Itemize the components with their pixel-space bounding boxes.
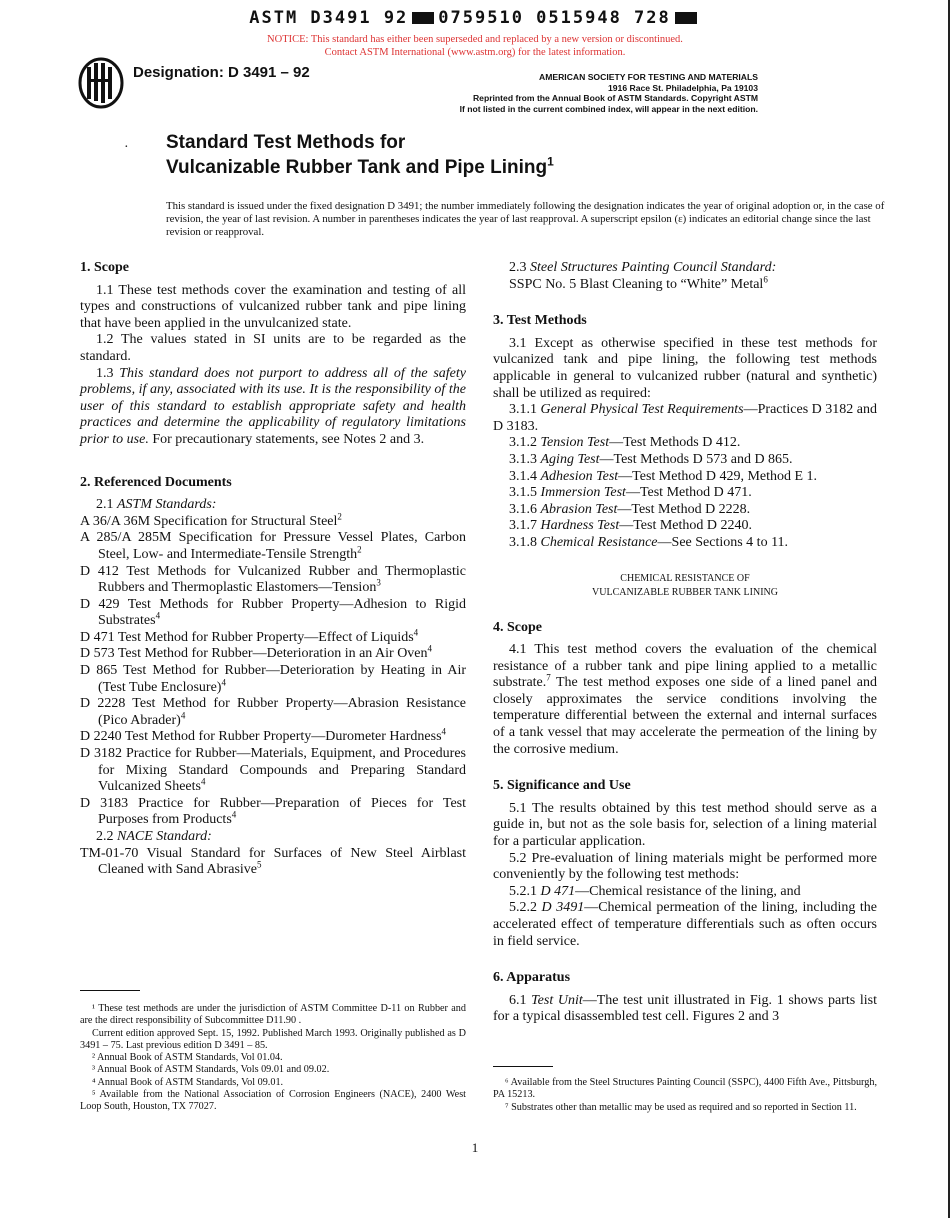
reference-item [80, 627, 466, 647]
method-detail: —Test Method D 429, Method E 1. [618, 468, 818, 484]
title-line-2 [166, 155, 554, 180]
para-num: 2.1 [96, 497, 117, 513]
para-num: 3.1.1 [509, 402, 541, 418]
reference-item [80, 663, 466, 696]
method-detail: —Test Method D 2228. [617, 501, 751, 517]
method-detail: —Practices D 3182 and D 3183. [493, 402, 877, 434]
section-heading-significance: 5. Significance and Use [493, 778, 631, 794]
method-item [493, 518, 877, 535]
reference-text: D 3182 Practice for Rubber—Materials, Equipment, and Procedures for Mixing Standard Compounds and Preparing Standard Vulcanized Sheets [80, 746, 466, 795]
astm-logo-icon [78, 57, 124, 109]
method-name: Abrasion Test [540, 501, 618, 517]
reference-item [80, 564, 466, 597]
method-name: Immersion Test [540, 485, 626, 501]
barcode-block-2 [675, 12, 697, 24]
barcode-line [0, 8, 950, 28]
para-num: 2.3 [509, 260, 530, 275]
footnote-mark: 3 [376, 577, 381, 588]
footnote-7: ⁷ Substrates other than metallic may be used as required and so reported in Section 11. [505, 1101, 857, 1113]
footnote-mark: 4 [221, 677, 226, 687]
footnote-divider [80, 990, 140, 991]
paragraph-5-2-2 [493, 900, 877, 950]
barcode-text: ASTM D3491 92 [249, 8, 409, 28]
reference-text: D 865 Test Method for Rubber—Deterioration by Heating in Air (Test Tube Enclosure) [80, 663, 466, 695]
para-num: 3.1.3 [509, 451, 541, 467]
para-num: 3.1.7 [509, 518, 541, 534]
footnote-mark: 5 [257, 859, 262, 870]
reference-text: D 412 Test Methods for Vulcanized Rubber and Thermoplastic Rubbers and Thermoplastic Elastomers—Tension [80, 563, 466, 596]
section-heading-referenced-documents: 2. Referenced Documents [80, 474, 232, 490]
method-name: Tension Test [540, 435, 610, 451]
page-number: 1 [471, 1140, 479, 1155]
reference-text: D 2240 Test Method for Rubber Property—Durometer Hardness [80, 729, 442, 745]
paragraph-3-1: 3.1 Except as otherwise specified in these test methods for vulcanized tank and pipe lining, the following test methods applicable in general to vulcanized rubber (natural and synthetic) shall be utilized as required: [493, 335, 877, 401]
society-block [440, 72, 758, 114]
footnote-divider [493, 1066, 553, 1067]
notice-line-1: NOTICE: This standard has either been superseded and replaced by a new version or discontinued. [267, 34, 683, 45]
sub-heading: Steel Structures Painting Council Standard: [530, 260, 777, 275]
method-item [493, 402, 877, 435]
reference-text: D 3183 Practice for Rubber—Preparation of Pieces for Test Purposes from Products [80, 795, 466, 828]
reference-item [80, 530, 466, 563]
method-item [493, 502, 877, 519]
method-detail: —See Sections 4 to 11. [657, 534, 789, 550]
reference-text: A 285/A 285M Specification for Pressure Vessel Plates, Carbon Steel, Low- and Intermediate-Tensile Strength [80, 530, 466, 562]
footnote-mark: 4 [427, 643, 433, 654]
paragraph-1-3 [80, 366, 466, 449]
paragraph-4-1 [493, 642, 877, 758]
paragraph-5-1: 5.1 The results obtained by this test method should serve as a guide in, but not as the sole basis for, selection of a lining material for a particular application. [493, 800, 877, 850]
method-name: D 471 [540, 883, 576, 899]
society-line: AMERICAN SOCIETY FOR TESTING AND MATERIALS [539, 72, 758, 82]
reference-text: D 573 Test Method for Rubber—Deterioration in an Air Oven [80, 646, 428, 662]
footnote-mark: 4 [441, 726, 447, 737]
chemical-resistance-heading [493, 572, 877, 600]
reference-text: D 471 Test Method for Rubber Property—Effect of Liquids [80, 629, 414, 645]
method-item [493, 452, 877, 469]
society-line: Reprinted from the Annual Book of ASTM Standards. Copyright ASTM [472, 93, 758, 103]
footnote-5: ⁵ Available from the National Association of Corrosion Engineers (NACE), 2400 West Loop South, Houston, TX 77027. [80, 1089, 466, 1113]
para-num: 3.1.2 [509, 435, 541, 451]
para-num: 3.1.6 [509, 501, 541, 517]
footnote-mark: 4 [413, 627, 419, 638]
method-detail: —Test Method D 471. [625, 485, 752, 501]
reference-text: A 36/A 36M Specification for Structural Steel [80, 513, 338, 529]
footnote-6: ⁶ Available from the Steel Structures Painting Council (SSPC), 4400 Fifth Ave., Pittsburgh, PA 15213. [493, 1077, 877, 1101]
reference-item [80, 643, 466, 663]
footnote-1: ¹ These test methods are under the jurisdiction of ASTM Committee D-11 on Rubber and are the direct responsibility of Subcommittee D11.90 . [80, 1003, 466, 1027]
safety-caveat: This standard does not purport to address all of the safety problems, if any, associated with its use. It is the responsibility of the user of this standard to establish appropriate safety and health practices and determine the applicability of regulatory limitations prior to use. [80, 365, 466, 447]
paragraph-1-2: 1.2 The values stated in SI units are to be regarded as the standard. [80, 332, 466, 364]
reference-text: D 2228 Test Method for Rubber Property—Abrasion Resistance (Pico Abrader) [80, 696, 466, 728]
method-name: Adhesion Test [540, 468, 619, 484]
para-tail: —The test unit illustrated in Fig. 1 shows parts list for a typical disassembled test cell. Figures 2 and 3 [493, 992, 877, 1025]
reference-item [80, 796, 466, 829]
method-item [493, 469, 877, 486]
para-num: 3.1.8 [509, 534, 541, 550]
method-detail: —Test Methods D 573 and D 865. [599, 451, 793, 467]
method-detail: —Test Methods D 412. [609, 435, 741, 451]
method-name: Aging Test [540, 451, 600, 467]
title-line-1: Standard Test Methods for [166, 132, 406, 153]
sub-heading: ASTM Standards: [117, 497, 217, 513]
footnote-mark: 4 [200, 776, 206, 787]
para-tail: For precautionary statements, see Notes 2 and 3. [148, 431, 425, 447]
method-name: Chemical Resistance [540, 534, 658, 550]
para-num: 5.2.2 [509, 900, 542, 916]
reference-text: D 429 Test Methods for Rubber Property—Adhesion to Rigid Substrates [80, 596, 466, 629]
footnote-mark: 6 [763, 273, 768, 284]
reference-item [80, 846, 466, 879]
bullet-mark: · [124, 140, 129, 155]
section-heading-scope: 1. Scope [80, 260, 129, 275]
designation: Designation: D 3491 – 92 [133, 64, 310, 81]
society-line: 1916 Race St. Philadelphia, Pa 19103 [608, 82, 758, 93]
sub-heading: Test Unit [531, 992, 583, 1008]
method-name: D 3491 [541, 900, 585, 916]
footnote-mark: 4 [180, 710, 186, 721]
footnote-2: ² Annual Book of ASTM Standards, Vol 01.04. [92, 1052, 283, 1064]
method-name: General Physical Test Requirements [540, 402, 744, 418]
issuance-note: This standard is issued under the fixed designation D 3491; the number immediately following the designation indicates the year of original adoption or, in the case of revision, the year of last revision. A number in parentheses indicates the year of last reapproval. A superscript epsilon (ε) indicates an editorial change since the last revision or reapproval. [166, 200, 885, 239]
notice-line-2: Contact ASTM International (www.astm.org) for the latest information. [324, 47, 626, 58]
para-num: 3.1.5 [509, 485, 541, 501]
barcode-text-2: 0759510 0515948 728 [438, 8, 671, 28]
para-num: 3.1.4 [509, 468, 541, 484]
section-heading-apparatus: 6. Apparatus [493, 970, 571, 986]
footnote-mark: 2 [357, 544, 362, 555]
method-name: Hardness Test [540, 518, 620, 534]
paragraph-2-2 [80, 829, 466, 846]
footnote-3: ³ Annual Book of ASTM Standards, Vols 09.01 and 09.02. [92, 1064, 330, 1076]
paragraph-5-2-1 [493, 884, 877, 901]
paragraph-2-3 [493, 260, 877, 277]
footnote-mark: 7 [546, 672, 551, 683]
document-title [166, 130, 554, 180]
right-column [493, 260, 877, 1026]
chem-heading-line-2: VULCANIZABLE RUBBER TANK LINING [592, 586, 778, 598]
reference-text: SSPC No. 5 Blast Cleaning to “White” Metal [509, 276, 764, 292]
section-heading-scope-4: 4. Scope [493, 619, 542, 635]
notice [0, 33, 950, 59]
reference-item [80, 511, 466, 531]
paragraph-6-1 [493, 993, 877, 1026]
footnotes-right [493, 1066, 877, 1114]
reference-item [80, 597, 466, 630]
para-num: 5.2.1 [509, 883, 541, 899]
paragraph-5-2: 5.2 Pre-evaluation of lining materials might be performed more conveniently by the following test methods: [493, 850, 877, 883]
footnote-mark: 2 [337, 511, 342, 522]
method-item [493, 485, 877, 502]
reference-text: TM-01-70 Visual Standard for Surfaces of New Steel Airblast Cleaned with Sand Abrasive [80, 845, 466, 878]
para-text: The test method exposes one side of a lined panel and closely approximates the service conditions involving the temperature differential between the external and internal surfaces of a tank vessel that may accelerate the permeation of the lining by the corrosive medium. [493, 675, 877, 757]
reference-item [80, 746, 466, 796]
para-num: 2.2 [96, 829, 117, 844]
reference-item [80, 726, 466, 746]
sub-heading: NACE Standard: [117, 829, 212, 844]
method-item [493, 435, 877, 452]
method-detail: —Chemical permeation of the lining, including the accelerated effect of temperature differentials such as often occurs in field service. [493, 900, 877, 949]
left-column [80, 260, 466, 879]
reference-item [493, 273, 877, 294]
title-line-2-text: Vulcanizable Rubber Tank and Pipe Lining [166, 157, 548, 178]
title-footnote-mark: 1 [547, 154, 554, 169]
footnote-4: ⁴ Annual Book of ASTM Standards, Vol 09.01. [92, 1076, 284, 1088]
footnote-mark: 4 [155, 610, 161, 621]
reference-item [80, 696, 466, 729]
section-heading-test-methods: 3. Test Methods [493, 313, 587, 329]
method-detail: —Chemical resistance of the lining, and [575, 883, 801, 899]
method-detail: —Test Method D 2240. [619, 518, 752, 534]
society-line: If not listed in the current combined index, will appear in the next edition. [459, 103, 758, 114]
para-num: 1.3 [96, 365, 120, 381]
footnote-1-edition: Current edition approved Sept. 15, 1992. Published March 1993. Originally published as D 3491 – 75. Last previous edition D 3491 – 85. [80, 1027, 466, 1051]
para-num: 6.1 [509, 992, 532, 1008]
para-text: 4.1 This test method covers the evaluation of the chemical resistance of a rubber tank and pipe lining applied to a metallic substrate. [493, 642, 877, 691]
paragraph-2-1 [80, 497, 466, 514]
footnote-mark: 4 [231, 809, 237, 820]
paragraph-1-1: 1.1 These test methods cover the examination and testing of all types and constructions of vulcanized rubber tank and pipe lining that have been applied in the unvulcanized state. [80, 282, 466, 331]
barcode-block [412, 12, 434, 24]
footnotes-left [80, 990, 466, 1114]
chem-heading-line-1: CHEMICAL RESISTANCE OF [620, 572, 750, 584]
method-item [493, 535, 877, 552]
